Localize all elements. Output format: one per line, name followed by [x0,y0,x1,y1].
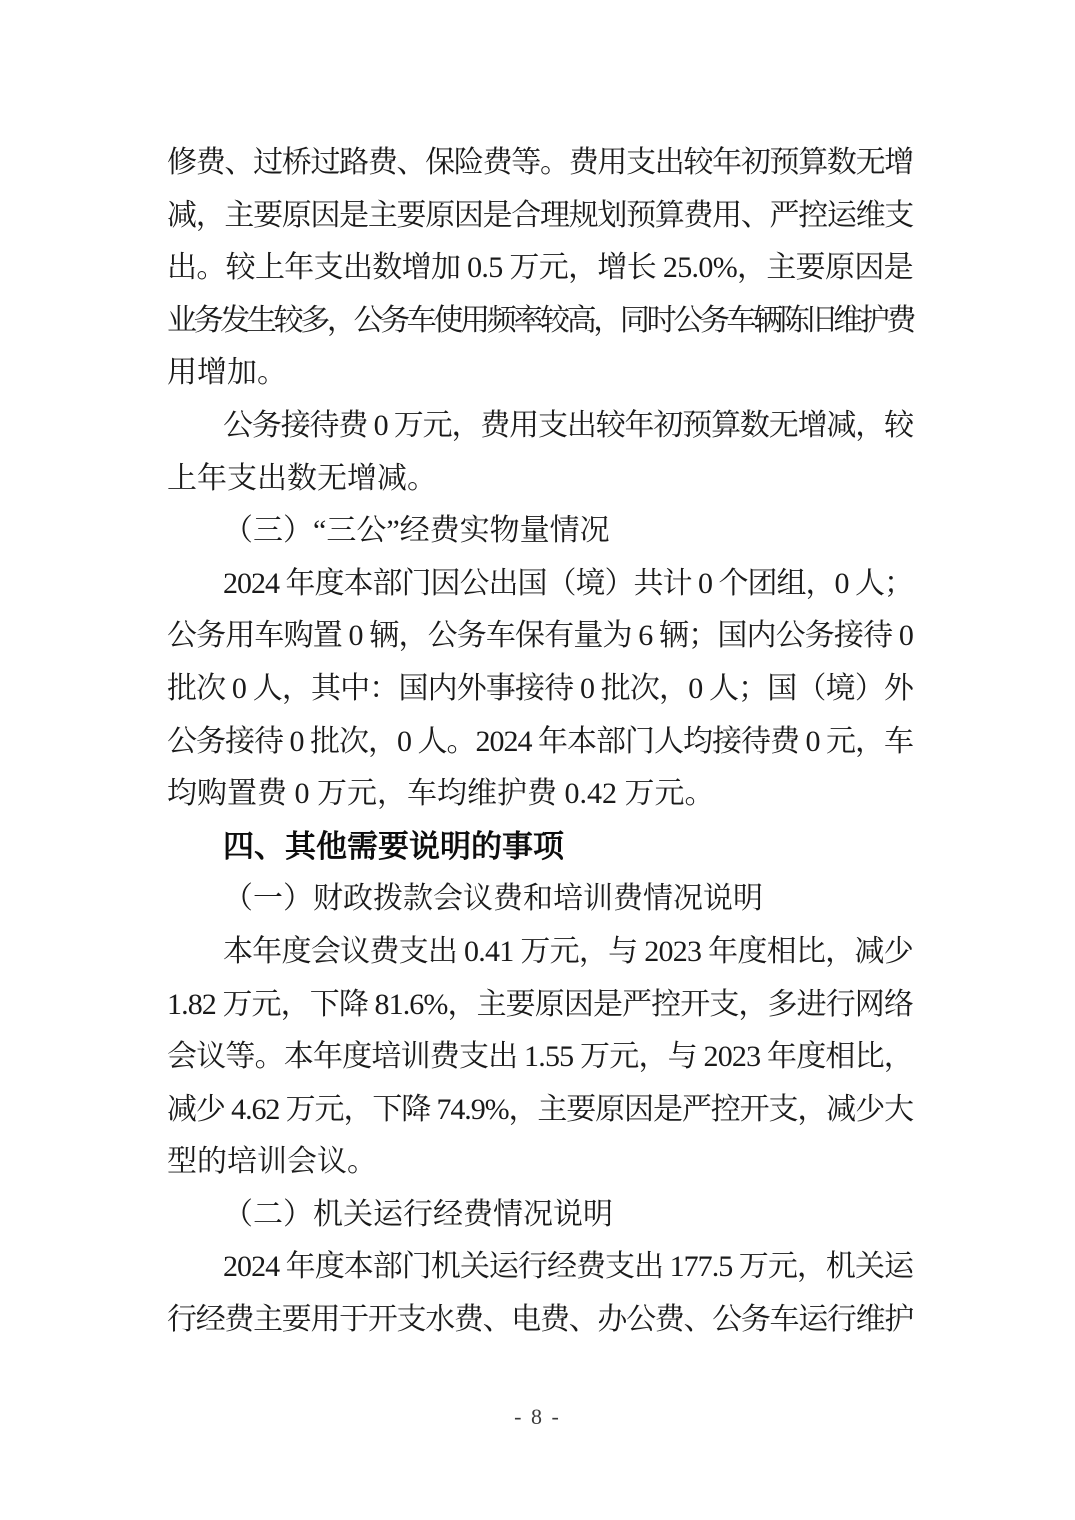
text-line-content: 行经费主要用于开支水费、电费、办公费、公务车运行维护 [167,1303,913,1337]
section-heading-one [167,873,913,926]
text-line [167,768,913,821]
text-line-content: 用增加。 [167,356,287,390]
section-heading-three [167,505,913,558]
section-heading-content: （一）财政拨款会议费和培训费情况说明 [223,882,763,916]
text-line [167,610,913,663]
text-line [167,926,913,979]
text-line [167,716,913,769]
section-heading-content: 四、其他需要说明的事项 [223,828,564,864]
section-heading-two [167,1189,913,1242]
text-line-content: 2024 年度本部门因公出国（境）共计 0 个团组，0 人； [223,566,913,600]
text-line [167,979,913,1032]
text-line [167,347,913,400]
text-line [167,400,913,453]
text-line-content: 会议等。本年度培训费支出 1.55 万元，与 2023 年度相比， [167,1040,913,1074]
text-line-content: 公务接待 0 批次，0 人。2024 年本部门人均接待费 0 元，车 [167,724,913,758]
text-line-content: 公务用车购置 0 辆，公务车保有量为 6 辆；国内公务接待 0 [167,619,913,653]
text-line [167,190,913,243]
section-heading-four [167,821,913,874]
page-number: - 8 - [514,1404,561,1429]
text-line [167,1241,913,1294]
text-line [167,663,913,716]
text-line-content: 减，主要原因是主要原因是合理规划预算费用、严控运维支 [167,198,913,232]
text-line-content: 出。较上年支出数增加 0.5 万元，增长 25.0%，主要原因是 [167,251,913,285]
text-line-content: 本年度会议费支出 0.41 万元，与 2023 年度相比，减少 [223,934,913,968]
text-line [167,453,913,506]
text-line [167,1136,913,1189]
text-line-content: 上年支出数无增减。 [167,461,437,495]
text-line-content: 2024 年度本部门机关运行经费支出 177.5 万元，机关运 [223,1250,913,1284]
text-line-content: 均购置费 0 万元，车均维护费 0.42 万元。 [167,777,715,811]
section-heading-content: （二）机关运行经费情况说明 [223,1197,613,1231]
text-line [167,1084,913,1137]
text-line-content: 修费、过桥过路费、保险费等。费用支出较年初预算数无增 [167,146,913,179]
text-line-content: 批次 0 人，其中：国内外事接待 0 批次，0 人；国（境）外 [167,671,913,705]
text-line-content: 1.82 万元，下降 81.6%，主要原因是严控开支，多进行网络 [167,987,913,1021]
text-line-content: 型的培训会议。 [167,1145,377,1179]
text-line-content: 业务发生较多，公务车使用频率较高，同时公务车辆陈旧维护费 [167,303,913,337]
text-line [167,1031,913,1084]
text-line [167,242,913,295]
text-line [167,1294,913,1347]
document-body [167,137,913,1347]
text-line-content: 公务接待费 0 万元，费用支出较年初预算数无增减，较 [223,408,913,442]
text-line [167,137,913,190]
section-heading-content: （三）“三公”经费实物量情况 [223,514,610,548]
text-line [167,295,913,348]
text-line [167,558,913,611]
text-line-content: 减少 4.62 万元，下降 74.9%，主要原因是严控开支，减少大 [167,1092,913,1126]
